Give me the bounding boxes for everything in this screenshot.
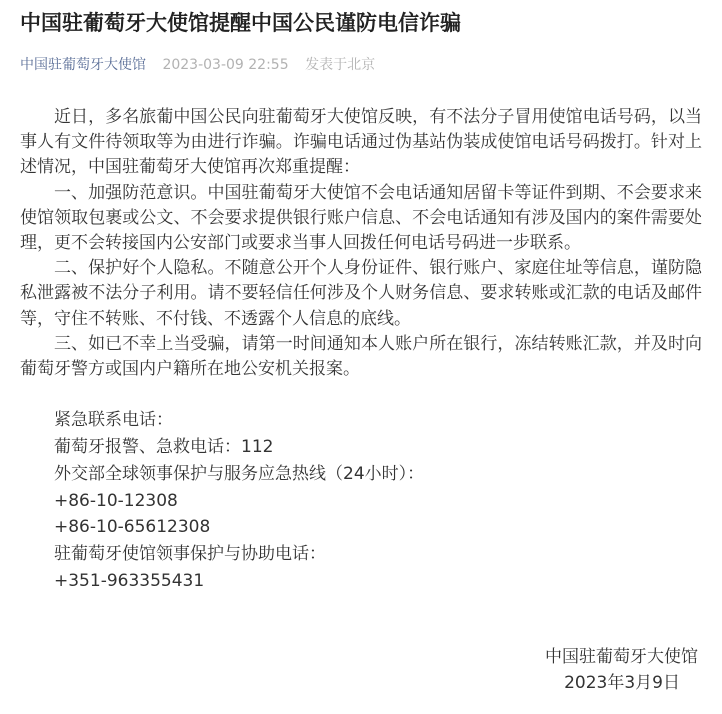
hotline-phone-2: +86-10-65612308 (54, 517, 211, 538)
tip-paragraph-2: 二、保护好个人隐私。不随意公开个人身份证件、银行账户、家庭住址等信息，谨防隐私泄露被不法分子利用。请不要轻信任何涉及个人财务信息、要求转账或汇款的电话及邮件等，守住不转账、不付钱、不透露个人信息的底线。 (20, 258, 702, 329)
intro-paragraph: 近日，多名旅葡中国公民向驻葡萄牙大使馆反映，有不法分子冒用使馆电话号码，以当事人有文件待领取等为由进行诈骗。诈骗电话通过伪基站伪装成使馆电话号码拨打。针对上述情况，中国驻葡萄牙大使馆再次郑重提醒： (20, 107, 702, 178)
embassy-phone-label: 驻葡萄牙使馆领事保护与协助电话： (54, 544, 326, 565)
section-gap (20, 382, 702, 407)
signature-org: 中国驻葡萄牙大使馆 (545, 647, 698, 667)
signature-block (545, 644, 698, 696)
police-phone: 葡萄牙报警、急救电话：112 (54, 437, 274, 458)
tip-paragraph-3: 三、如已不幸上当受骗，请第一时间通知本人账户所在银行，冻结转账汇款，并及时向葡萄牙警方或国内户籍所在地公安机关报案。 (20, 333, 702, 380)
tip-paragraph-1: 一、加强防范意识。中国驻葡萄牙大使馆不会电话通知居留卡等证件到期、不会要求来使馆领取包裹或公文、不会要求提供银行账户信息、不会电话通知有涉及国内的案件需要处理，更不会转接国内公安部门或要求当事人回拨任何电话号码进一步联系。 (20, 182, 702, 254)
signature-date: 2023年3月9日 (564, 673, 680, 693)
publish-datetime: 2023-03-09 22:55 (162, 57, 289, 73)
contact-heading: 紧急联系电话： (54, 410, 173, 431)
contact-block (20, 407, 702, 595)
hotline-phone-1: +86-10-12308 (54, 490, 178, 511)
source-link[interactable]: 中国驻葡萄牙大使馆 (20, 57, 146, 73)
article-title: 中国驻葡萄牙大使馆提醒中国公民谨防电信诈骗 (20, 11, 461, 35)
article-body (20, 105, 702, 595)
hotline-label: 外交部全球领事保护与服务应急热线（24小时）： (54, 463, 425, 484)
publish-location: 发表于北京 (305, 57, 376, 73)
embassy-phone: +351-963355431 (54, 571, 205, 592)
article-meta (20, 55, 702, 75)
